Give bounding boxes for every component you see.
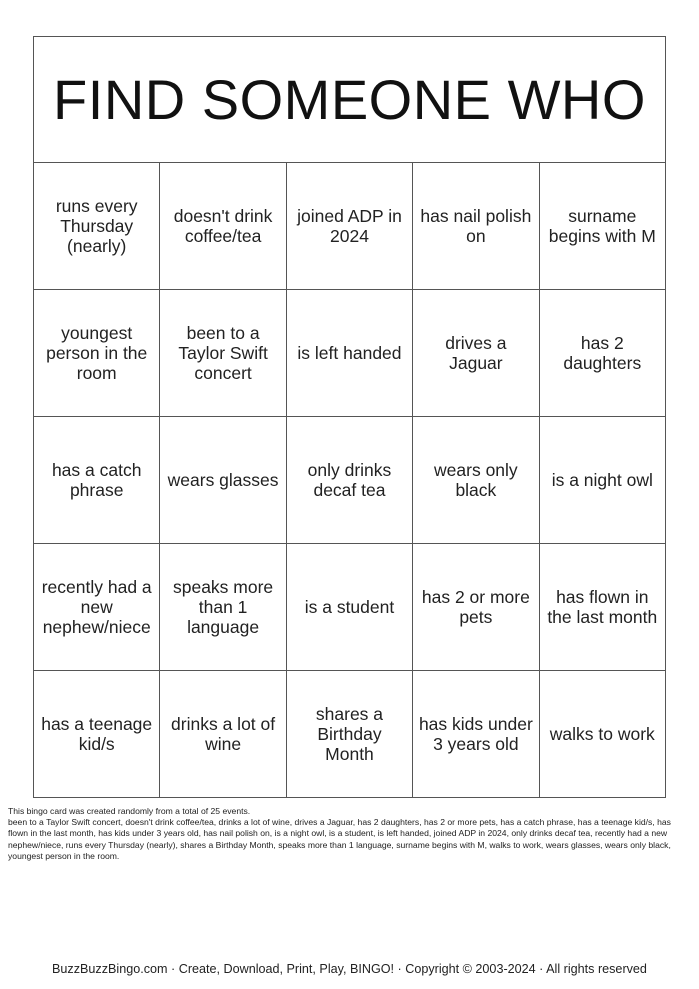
bingo-square: drives a Jaguar bbox=[413, 290, 539, 417]
bingo-square: walks to work bbox=[539, 671, 665, 798]
bingo-square: only drinks decaf tea bbox=[286, 417, 412, 544]
bingo-card bbox=[33, 36, 666, 798]
bingo-square: youngest person in the room bbox=[34, 290, 160, 417]
card-row bbox=[34, 671, 666, 798]
card-row bbox=[34, 417, 666, 544]
bingo-square: wears glasses bbox=[160, 417, 286, 544]
bingo-square: is a student bbox=[286, 544, 412, 671]
card-row bbox=[34, 163, 666, 290]
bingo-square: wears only black bbox=[413, 417, 539, 544]
card-row bbox=[34, 290, 666, 417]
bingo-square: has 2 daughters bbox=[539, 290, 665, 417]
bingo-square: has kids under 3 years old bbox=[413, 671, 539, 798]
bingo-square: doesn't drink coffee/tea bbox=[160, 163, 286, 290]
card-footnote bbox=[8, 806, 691, 862]
bingo-square: has flown in the last month bbox=[539, 544, 665, 671]
bingo-square: joined ADP in 2024 bbox=[286, 163, 412, 290]
bingo-square: surname begins with M bbox=[539, 163, 665, 290]
bingo-square: has 2 or more pets bbox=[413, 544, 539, 671]
bingo-square: is a night owl bbox=[539, 417, 665, 544]
bingo-square: has a catch phrase bbox=[34, 417, 160, 544]
bingo-square: runs every Thursday (nearly) bbox=[34, 163, 160, 290]
bingo-square: drinks a lot of wine bbox=[160, 671, 286, 798]
bingo-square: has nail polish on bbox=[413, 163, 539, 290]
card-row bbox=[34, 544, 666, 671]
footnote-events: been to a Taylor Swift concert, doesn't drink coffee/tea, drinks a lot of wine, drives a Jaguar, has 2 daughters, has 2 or more pets, has a catch phrase, has a teenage kid/s, has flown in the last month, has kids under 3 years old, has nail polish on, is a night owl, is a student, is left handed, joined ADP in 2024, only drinks decaf tea, recently had a new nephew/niece, runs every Thursday (nearly), shares a Birthday Month, speaks more than 1 language, surname begins with M, walks to work, wears glasses, wears only black, youngest person in the room. bbox=[8, 817, 671, 861]
bingo-square: is left handed bbox=[286, 290, 412, 417]
bingo-square: shares a Birthday Month bbox=[286, 671, 412, 798]
card-title: FIND SOMEONE WHO bbox=[34, 37, 666, 163]
bingo-square: speaks more than 1 language bbox=[160, 544, 286, 671]
bingo-square: has a teenage kid/s bbox=[34, 671, 160, 798]
bingo-square: recently had a new nephew/niece bbox=[34, 544, 160, 671]
site-footer: BuzzBuzzBingo.com · Create, Download, Print, Play, BINGO! · Copyright © 2003-2024 · All rights reserved bbox=[52, 962, 647, 976]
bingo-square: been to a Taylor Swift concert bbox=[160, 290, 286, 417]
footnote-intro: This bingo card was created randomly from a total of 25 events. bbox=[8, 806, 251, 816]
